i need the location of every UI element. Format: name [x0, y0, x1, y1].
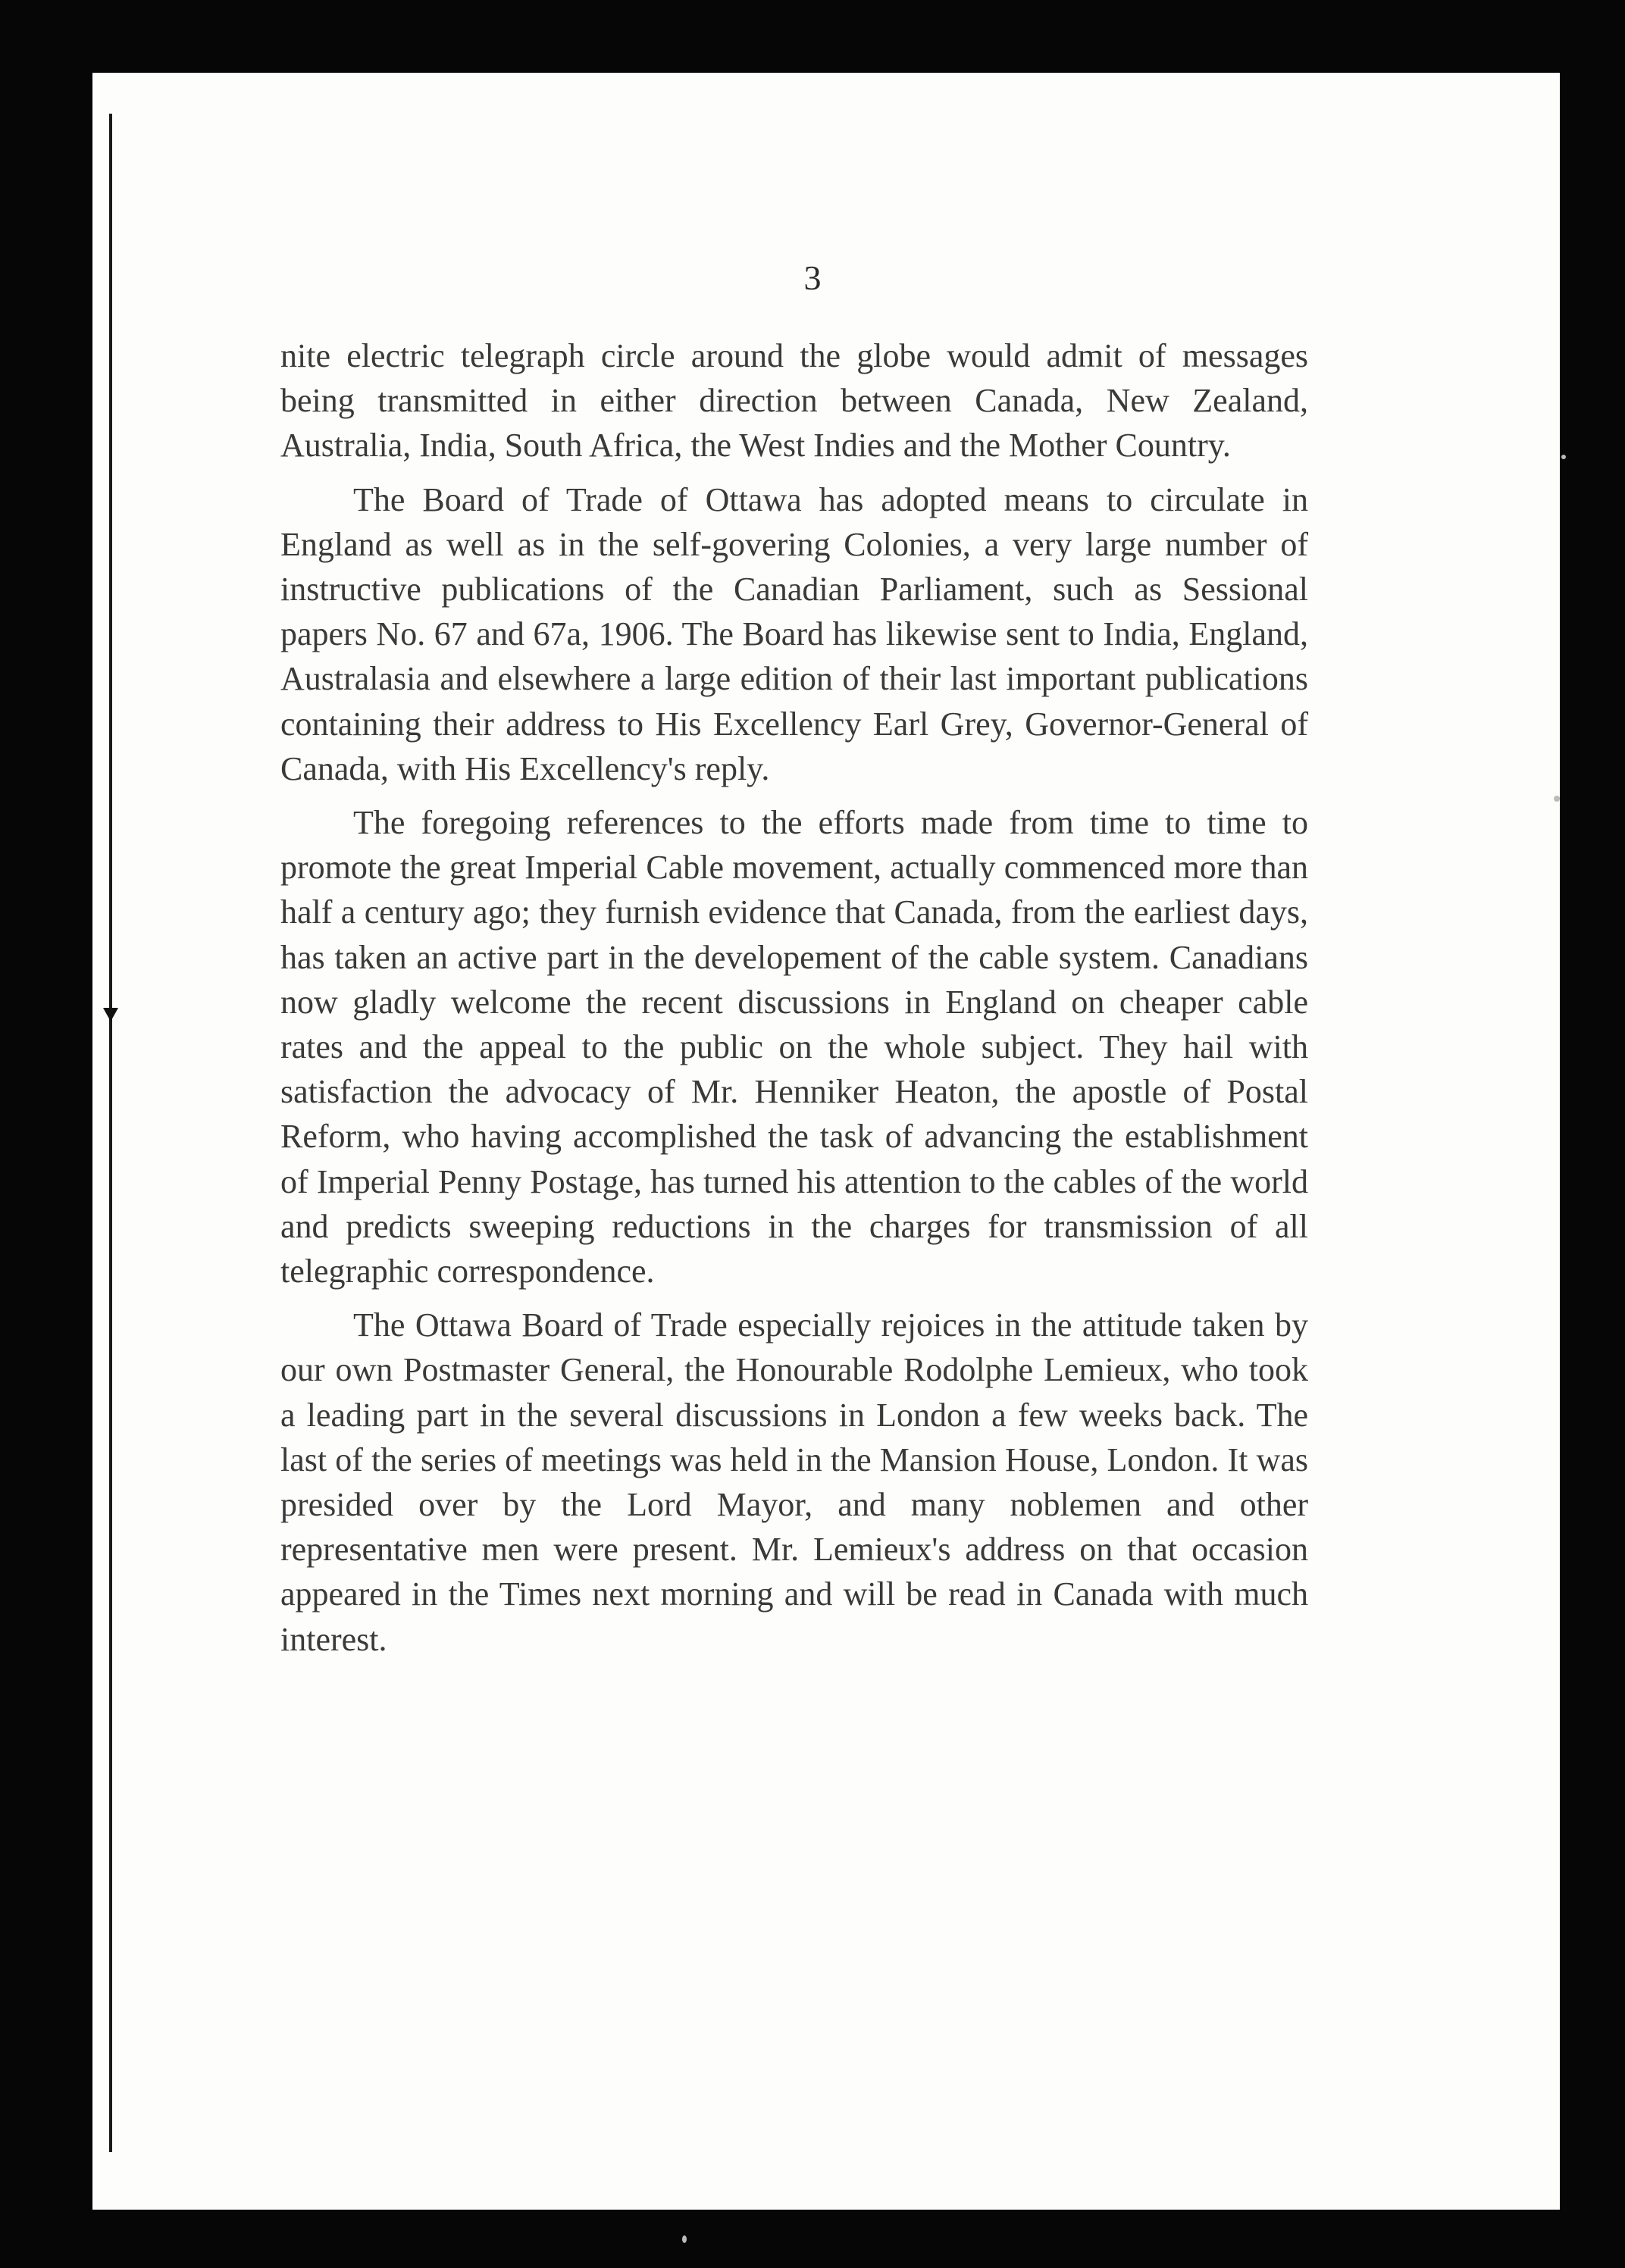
- page-binding-edge: [109, 114, 112, 2152]
- scan-speck: [1561, 455, 1566, 459]
- binding-mark: [103, 1008, 118, 1021]
- scan-speck: [682, 2235, 687, 2243]
- scan-speck: [1554, 796, 1560, 802]
- paragraph: The Ottawa Board of Trade especially rejoices in the attitude taken by our own Postmaster General, the Honourable Rodolphe Lemieux, who took a leading part in the several discussions in London a few weeks back. The last of the series of meetings was held in the Mansion House, London. It was presided over by the Lord Mayor, and many noblemen and other representative men were present. Mr. Lemieux's address on that occasion appeared in the Times next morning and will be read in Canada with much interest.: [280, 1306, 1308, 1658]
- paragraph: nite electric telegraph circle around the globe would admit of messages being transmitted in either direction between Canada, New Zealand, Australia, India, South Africa, the West Indies and the Mother Country.: [280, 337, 1308, 465]
- paragraph: The foregoing references to the efforts made from time to time to promote the great Imperial Cable movement, actually commenced more than half a century ago; they furnish evidence that Canada, from the earliest days, has taken an active part in the developement of the cable system. Canadians now gladly welcome the recent discussions in England on cheaper cable rates and the appeal to the public on the whole subject. They hail with satisfaction the advocacy of Mr. Henniker Heaton, the apostle of Postal Reform, who having accomplished the task of advancing the establishment of Imperial Penny Postage, has turned his attention to the cables of the world and predicts sweeping reductions in the charges for transmission of all telegraphic correspondence.: [280, 804, 1308, 1290]
- page-number: 3: [803, 258, 822, 297]
- body-text: [280, 333, 1308, 1671]
- paragraph: The Board of Trade of Ottawa has adopted means to circulate in England as well as in the self-govering Colonies, a very large number of instructive publications of the Canadian Parliament, such as Sessional papers No. 67 and 67a, 1906. The Board has likewise sent to India, England, Australasia and elsewhere a large edition of their last important publications containing their address to His Excellency Earl Grey, Governor-General of Canada, with His Excellency's reply.: [280, 480, 1308, 787]
